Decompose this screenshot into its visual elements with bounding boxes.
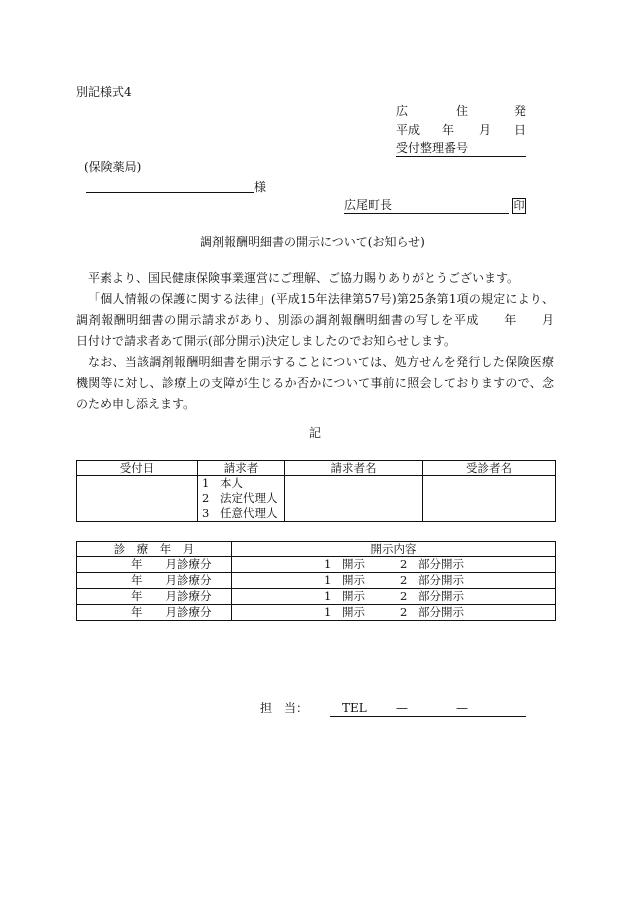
table-header: 開示内容	[232, 542, 556, 557]
date-era: 平成	[396, 123, 421, 137]
requester-option: 1 本人	[202, 476, 243, 490]
date-day: 日	[514, 123, 527, 137]
issue-number-part: 住	[456, 104, 469, 118]
disclosure-cell: 1 開示 2 部分開示	[232, 573, 556, 589]
issue-number-part: 発	[514, 104, 527, 118]
period-cell: 年 月診療分	[77, 557, 232, 573]
body-text	[76, 268, 579, 415]
ki-heading: 記	[309, 426, 322, 440]
body-paragraph: なお、当該調剤報酬明細書を開示することについては、処方せんを発行した保険医療機関等に対し、診療上の支障が生じるか否かについて事前に照会しておりますので、念のため申し添えます。	[76, 355, 554, 411]
receipt-date-cell	[77, 476, 198, 522]
contact-line	[330, 701, 526, 717]
table-row	[77, 557, 556, 573]
issue-number-part: 広	[396, 104, 409, 118]
table-header: 受付日	[77, 461, 198, 476]
table-header: 診 療 年 月	[77, 542, 232, 557]
request-table	[76, 460, 556, 522]
receipt-number-label: 受付整理番号	[396, 141, 469, 155]
requester-option: 3 任意代理人	[202, 506, 278, 520]
patient-name-cell	[423, 476, 556, 522]
table-row	[77, 573, 556, 589]
table-row	[77, 589, 556, 605]
period-cell: 年 月診療分	[77, 573, 232, 589]
document-title: 調剤報酬明細書の開示について(お知らせ)	[200, 235, 425, 249]
table-header: 請求者	[198, 461, 285, 476]
requester-option: 2 法定代理人	[202, 491, 278, 505]
tel-dash: —	[456, 701, 468, 715]
disclosure-table	[76, 541, 556, 621]
recipient-label: (保険薬局)	[84, 160, 142, 174]
table-header: 請求者名	[285, 461, 423, 476]
date-year: 年	[442, 123, 455, 137]
requester-name-cell	[285, 476, 423, 522]
tel-label: TEL	[342, 701, 367, 715]
sender-line	[344, 198, 509, 214]
receipt-number-field	[396, 141, 526, 157]
table-header: 受診者名	[423, 461, 556, 476]
body-paragraph: 「個人情報の保護に関する法律」(平成15年法律第57号)第25条第1項の規定により、調剤報酬明細書の開示請求があり、別添の調剤報酬明細書の写しを平成 年 月 日付けで請求者あて開示(部分開示)決定しましたのでお知らせします。	[76, 292, 579, 348]
sender-title: 広尾町長	[344, 198, 393, 212]
recipient-honorific: 様	[254, 180, 267, 194]
tel-dash: —	[396, 701, 408, 715]
requester-options-cell	[198, 476, 285, 522]
recipient-name-line	[86, 191, 254, 193]
date-month: 月	[479, 123, 492, 137]
period-cell: 年 月診療分	[77, 589, 232, 605]
disclosure-cell: 1 開示 2 部分開示	[232, 589, 556, 605]
form-label: 別記様式4	[76, 85, 132, 99]
contact-label: 担 当：	[260, 701, 309, 715]
body-paragraph: 平素より、国民健康保険事業運営にご理解、ご協力賜りありがとうございます。	[88, 271, 520, 285]
period-cell: 年 月診療分	[77, 605, 232, 621]
disclosure-cell: 1 開示 2 部分開示	[232, 557, 556, 573]
disclosure-cell: 1 開示 2 部分開示	[232, 605, 556, 621]
seal-mark: 印	[513, 199, 525, 212]
table-row	[77, 605, 556, 621]
